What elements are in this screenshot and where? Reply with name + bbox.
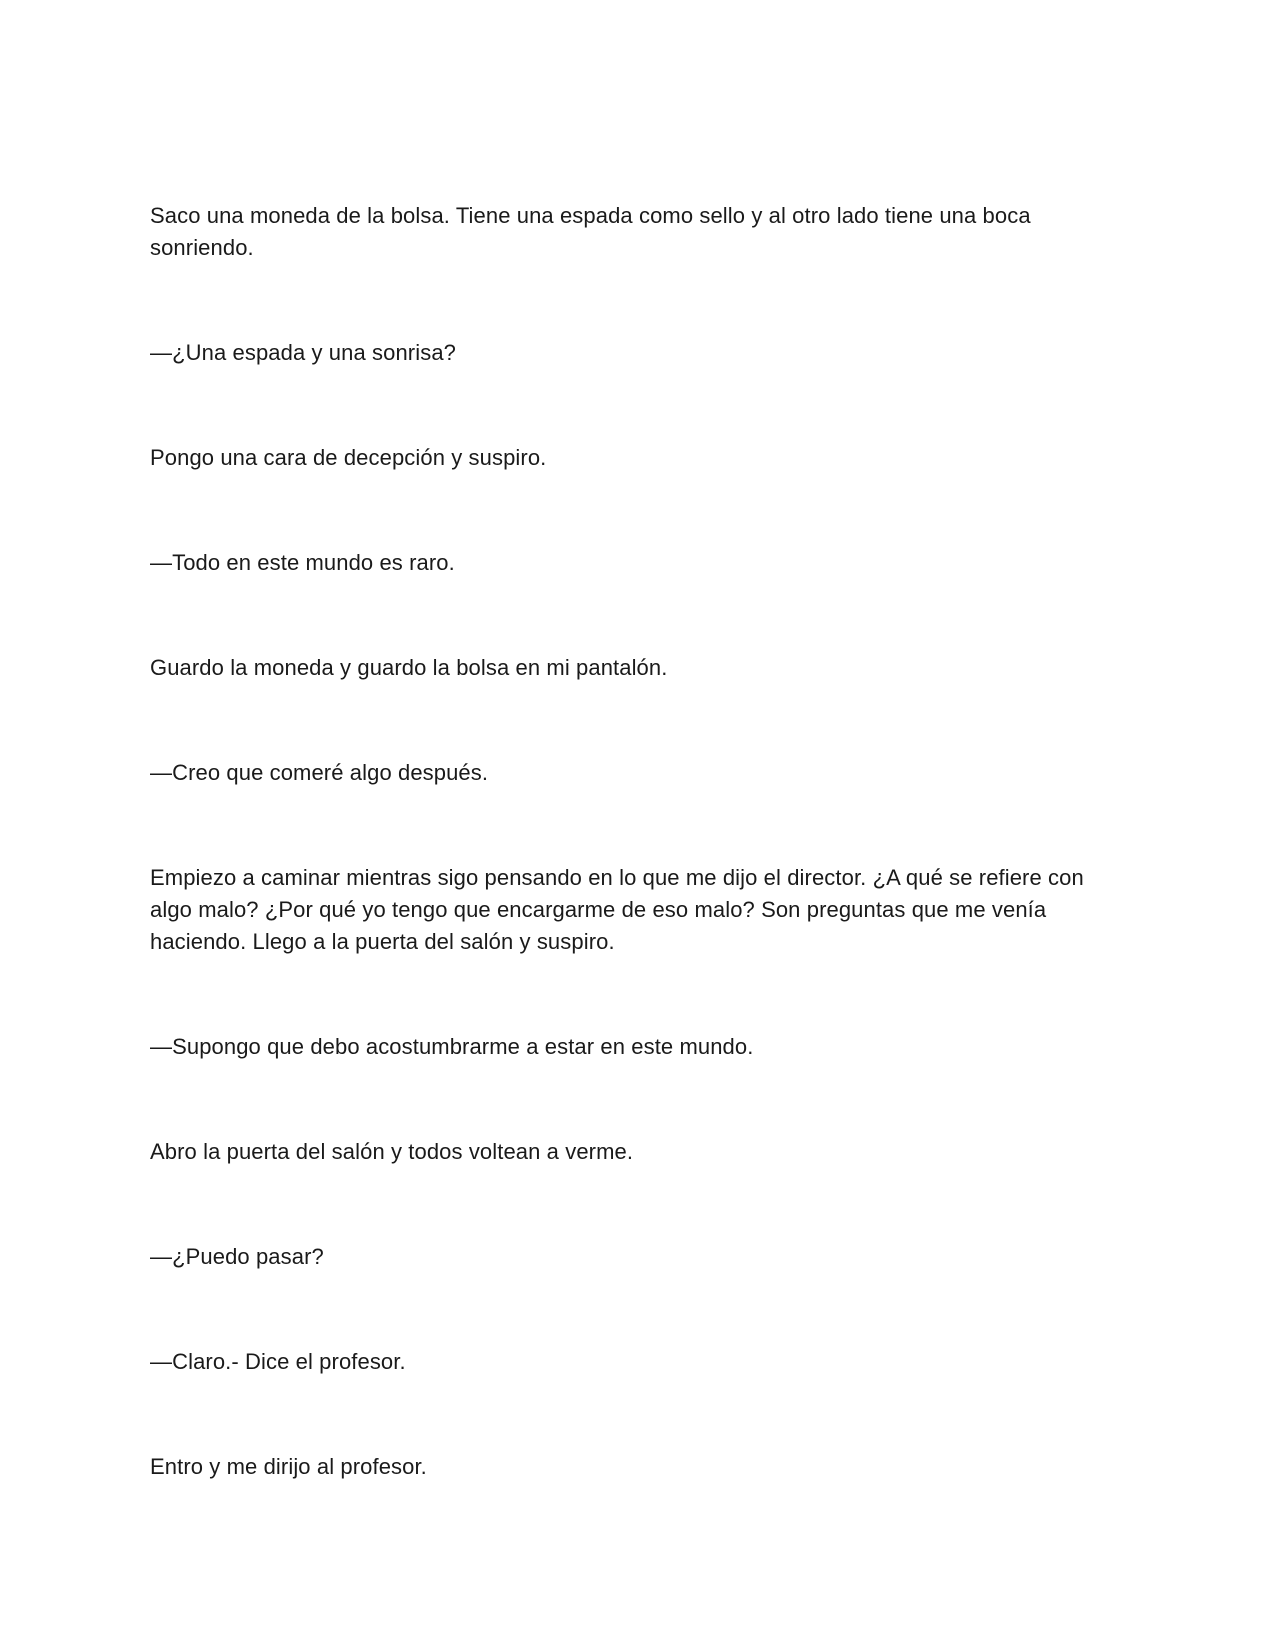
paragraph-disappointment: Pongo una cara de decepción y suspiro.	[150, 445, 547, 470]
dialogue-world-strange: —Todo en este mundo es raro.	[150, 550, 455, 575]
paragraph-enter: Entro y me dirijo al profesor.	[150, 1454, 427, 1479]
dialogue-eat-later: —Creo que comeré algo después.	[150, 760, 489, 785]
paragraph-walking: Empiezo a caminar mientras sigo pensando en lo que me dijo el director. ¿A qué se refiere con algo malo? ¿Por qué yo tengo que encargarme de eso malo? Son preguntas que me venía haciendo. Llego a la puerta del salón y suspiro.	[150, 865, 1084, 954]
paragraph-store-coin: Guardo la moneda y guardo la bolsa en mi pantalón.	[150, 655, 668, 680]
dialogue-may-i-enter: —¿Puedo pasar?	[150, 1244, 324, 1269]
paragraph-open-door: Abro la puerta del salón y todos voltean a verme.	[150, 1139, 634, 1164]
dialogue-sword-smile: —¿Una espada y una sonrisa?	[150, 340, 456, 365]
document-body	[150, 200, 1125, 1483]
dialogue-get-used: —Supongo que debo acostumbrarme a estar en este mundo.	[150, 1034, 754, 1059]
paragraph-coin: Saco una moneda de la bolsa. Tiene una espada como sello y al otro lado tiene una boca sonriendo.	[150, 203, 1031, 260]
dialogue-professor-reply: —Claro.- Dice el profesor.	[150, 1349, 406, 1374]
